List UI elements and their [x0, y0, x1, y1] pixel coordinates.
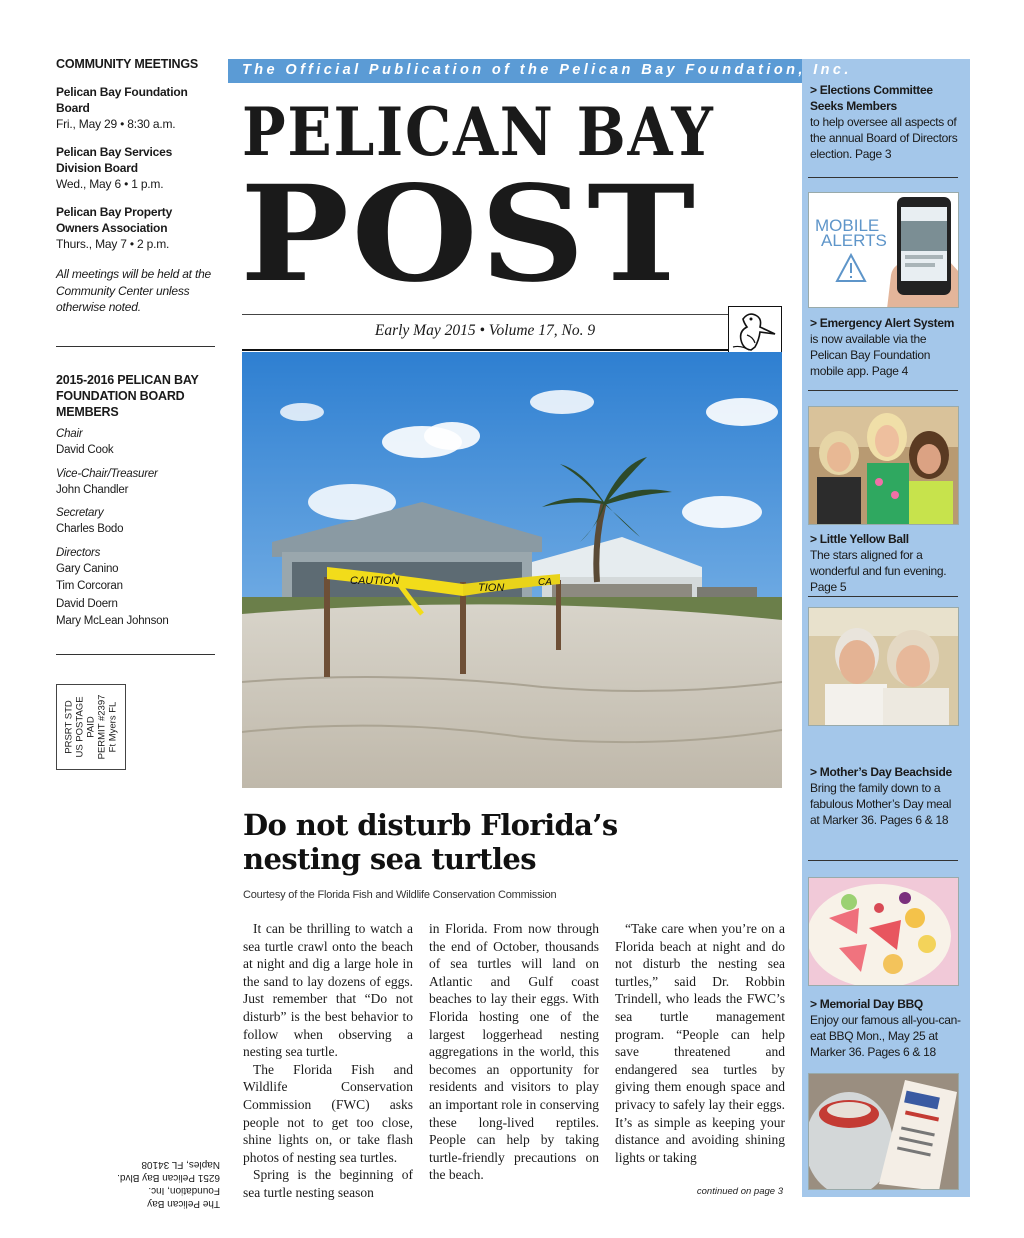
article-credit: Courtesy of the Florida Fish and Wildlife Conservation Commission — [243, 889, 557, 901]
teaser-little-yellow-ball[interactable] — [810, 531, 962, 595]
teaser-title: > Emergency Alert System — [810, 316, 955, 330]
postage-line: PAID — [85, 716, 97, 738]
divider — [808, 177, 958, 178]
board-heading: 2015-2016 PELICAN BAY FOUNDATION BOARD MEMBERS — [56, 373, 199, 419]
teaser-body: is now available via the Pelican Bay Foundation mobile app. Page 4 — [810, 332, 931, 378]
meeting-item — [56, 204, 216, 252]
divider — [808, 596, 958, 597]
meeting-time: Thurs., May 7 • 2 p.m. — [56, 237, 170, 251]
teaser-body: Enjoy our famous all-you-can-eat BBQ Mon., May 25 at Marker 36. Pages 6 & 18 — [810, 1013, 961, 1059]
little-yellow-ball-photo — [808, 406, 959, 525]
article-paragraph: in Florida. From now through the end of October, thousands of sea turtles will land on Atlantic and Gulf coast beaches to lay their eggs. With Florida hosting one of the largest loggerhead nesting aggregations in the world, this becomes an opportunity for residents and visitors to play an important role in conserving these long-lived reptiles. People can help by taking turtle-friendly precautions on the beach. — [429, 921, 599, 1183]
teaser-body: to help oversee all aspects of the annual Board of Directors election. Page 3 — [810, 115, 958, 161]
headline-line: Do not disturb Florida’s — [243, 808, 618, 842]
article-column — [243, 920, 413, 1202]
board-person: David Doern — [56, 597, 118, 610]
bbq-photo — [808, 1073, 959, 1190]
teaser-body: The stars aligned for a wonderful and fun evening. Page 5 — [810, 548, 947, 594]
board-person: John Chandler — [56, 483, 129, 496]
masthead-post: POST — [240, 157, 698, 312]
article-paragraph: It can be thrilling to watch a sea turtle crawl onto the beach at night and dig a large hole in the sand to lay dozens of eggs. Just remember that “Do not disturb” is the best behavior to follow when observing a nesting sea turtle. — [243, 921, 413, 1060]
teaser-mothers-day[interactable] — [810, 764, 962, 828]
return-address-line: 6251 Pelican Bay Blvd. — [117, 1172, 220, 1183]
article-paragraph: “Take care when you’re on a Florida beach at night and do not disturb the nesting sea turtles,” said Dr. Robbin Trindell, who leads the FWC’s sea turtle management program. “People can help save threatened and endangered sea turtles by giving them enough space and privacy to safely lay their eggs. It’s as simple as keeping your distance and avoiding shining lights or taking — [615, 921, 785, 1165]
meetings-note: All meetings will be held at the Community Center unless otherwise noted. — [56, 267, 212, 314]
article-paragraph: The Florida Fish and Wildlife Conservation Commission (FWC) asks people not to get too close, shine lights on, or take flash photos of nesting sea turtles. — [243, 1061, 413, 1165]
teaser-emergency-alert[interactable] — [810, 315, 962, 379]
tape-label: CAUTION — [350, 575, 400, 587]
teaser-title: > Memorial Day BBQ — [810, 997, 923, 1011]
board-person: Mary McLean Johnson — [56, 615, 169, 627]
meeting-item — [56, 84, 216, 132]
mobile-alerts-image — [808, 192, 959, 308]
tape-label: CA — [538, 577, 552, 588]
mobile-label: MOBILE — [815, 216, 880, 235]
board-person: Tim Corcoran — [56, 580, 123, 592]
divider — [242, 349, 782, 351]
return-address-line: The Pelican Bay Foundation, Inc. — [147, 1185, 220, 1209]
teaser-memorial-day[interactable] — [810, 996, 962, 1060]
memorial-day-food-photo — [808, 877, 959, 986]
continued-note: continued on page 3 — [696, 1186, 783, 1197]
meeting-name: Pelican Bay Services Division Board — [56, 145, 173, 175]
article-headline — [243, 808, 783, 876]
teaser-title: > Elections Committee Seeks Members — [810, 83, 933, 113]
tagline: The Official Publication of the Pelican Bay Foundation, Inc. — [242, 62, 852, 78]
meeting-item — [56, 144, 216, 192]
return-address — [96, 1158, 220, 1210]
postage-line: PRSRT STD — [63, 700, 75, 754]
teaser-elections[interactable] — [810, 82, 962, 162]
postage-line: PERMIT #2397 — [96, 694, 108, 760]
meeting-time: Wed., May 6 • 1 p.m. — [56, 177, 164, 191]
meeting-name: Pelican Bay Foundation Board — [56, 85, 188, 115]
divider — [808, 390, 958, 391]
postage-indicia — [56, 684, 126, 770]
meetings-heading: COMMUNITY MEETINGS — [56, 57, 199, 71]
masthead-title: PELICAN BAY — [242, 93, 715, 171]
meeting-time: Fri., May 29 • 8:30 a.m. — [56, 117, 176, 131]
tape-label: TION — [478, 582, 505, 594]
board-person: Gary Canino — [56, 562, 119, 575]
postage-line: Ft Myers FL — [107, 701, 119, 753]
board-role: Secretary — [56, 507, 104, 519]
board-role: Directors — [56, 546, 101, 559]
postage-line: US POSTAGE — [74, 696, 86, 758]
board-role: Chair — [56, 428, 83, 440]
board-role: Vice-Chair/Treasurer — [56, 467, 158, 480]
divider — [808, 860, 958, 861]
pelican-icon — [728, 306, 782, 356]
mobile-label: ALERTS — [821, 231, 887, 250]
teaser-title: > Mother’s Day Beachside — [810, 765, 952, 779]
return-address-line: Naples, FL 34108 — [141, 1159, 220, 1170]
divider — [242, 314, 728, 315]
teaser-body: Bring the family down to a fabulous Mother’s Day meal at Marker 36. Pages 6 & 18 — [810, 781, 952, 827]
board-person: Charles Bodo — [56, 523, 124, 535]
article-column — [429, 920, 599, 1184]
hero-photo — [242, 352, 782, 788]
board-members — [56, 372, 216, 631]
teaser-title: > Little Yellow Ball — [810, 532, 909, 546]
article-paragraph: Spring is the beginning of sea turtle nesting season — [243, 1167, 413, 1200]
divider — [56, 654, 215, 655]
meeting-name: Pelican Bay Property Owners Association — [56, 205, 173, 235]
board-person: David Cook — [56, 444, 114, 456]
article-column — [615, 920, 785, 1166]
community-meetings — [56, 56, 216, 316]
issue-info: Early May 2015 • Volume 17, No. 9 — [374, 322, 596, 339]
headline-line: nesting sea turtles — [243, 842, 536, 876]
mothers-day-photo — [808, 607, 959, 726]
divider — [56, 346, 215, 347]
